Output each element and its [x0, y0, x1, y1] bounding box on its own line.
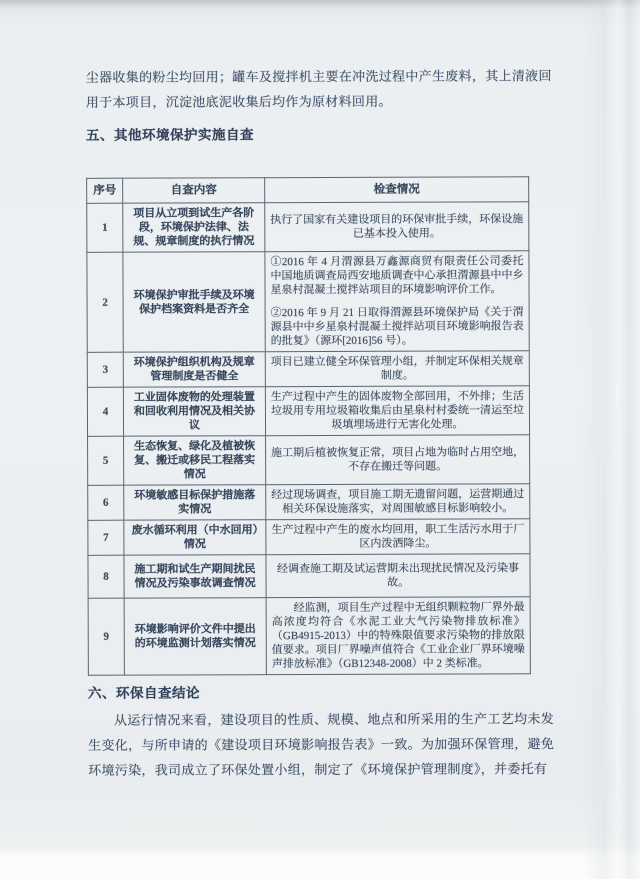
section-5-heading: 五、其他环境保护实施自查	[85, 127, 255, 143]
section-6-heading: 六、环保自查结论	[87, 685, 200, 701]
table-row	[87, 202, 529, 253]
row-number-cell: 5	[88, 436, 124, 485]
row-number-cell: 7	[88, 520, 124, 555]
row-number-cell: 3	[87, 352, 123, 387]
result-paragraph-1: ①2016 年 4 月渭源县万鑫源商贸有限责任公司委托中国地质调查局西安地质调查中心承担渭源县中中乡星泉村混凝土搅拌站项目的环境影响评价工作。	[270, 255, 524, 297]
row-number-cell: 1	[87, 203, 123, 252]
page-content	[86, 63, 555, 783]
table-row	[88, 519, 530, 556]
table-row	[87, 386, 529, 437]
item-cell: 环境影响评价文件中提出的环境监测计划落实情况	[124, 598, 266, 675]
row-number-cell: 2	[87, 252, 123, 352]
item-cell: 环境敏感目标保护措施落实情况	[124, 485, 266, 520]
result-cell: 经过现场调查，项目施工期无遗留问题，运营期通过相关环保设施落实，对周围敏感目标影响较小。	[266, 484, 530, 520]
table-row	[87, 351, 529, 388]
item-cell: 废水循环利用（中水回用）情况	[124, 520, 266, 555]
row-number-cell: 9	[88, 598, 124, 675]
self-inspection-table	[86, 176, 531, 676]
item-cell: 环境保护审批手续及环境保护档案资料是否齐全	[123, 252, 265, 352]
table-row	[87, 251, 529, 353]
header-cell-result: 检查情况	[265, 177, 529, 203]
table-row	[88, 435, 530, 486]
item-cell: 工业固体废物的处理装置和回收利用情况及相关协议	[123, 387, 265, 436]
item-cell: 生态恢复、绿化及植被恢复、搬迁或移民工程落实情况	[124, 436, 266, 485]
result-cell: 经监测，项目生产过程中无组织颗粒物厂界外最高浓度均符合《水泥工业大气污染物排放标准》（GB4915-2013）中的特殊限值要求污染物的排放限值要求。项目厂界噪声值符合《工业企业厂界环境噪声排放标准》（GB12348-2008）中 2 类标准。	[266, 597, 530, 675]
result-cell: 施工期后植被恢复正常，项目占地为临时占用空地，不存在搬迁等问题。	[266, 435, 530, 485]
result-cell: 生产过程中产生的固体废物全部回用，不外排；生活垃圾用专用垃圾箱收集后由星泉村村委统一清运至垃圾填埋场进行无害化处理。	[265, 386, 529, 436]
table-row	[88, 597, 530, 676]
result-cell: 执行了国家有关建设项目的环保审批手续，环保设施已基本投入使用。	[265, 202, 529, 252]
conclusion-paragraph: 从运行情况来看，建设项目的性质、规模、地点和所采用的生产工艺均未发生变化，与所申请的《建设项目环境影响报告表》一致。为加强环保管理，避免环境污染，我司成立了环保处置小组，制定了《环境保护管理制度》，并委托有	[88, 711, 555, 778]
table-row	[88, 554, 530, 599]
result-cell: 项目已建立健全环保管理小组，并制定环保相关规章制度。	[265, 351, 529, 387]
row-number-cell: 8	[88, 555, 124, 598]
result-paragraph-2: ②2016 年 9 月 21 日取得渭源县环境保护局《关于渭源县中中乡星泉村混凝土搅拌站项目环境影响报告表的批复》（源环[2016]56 号）。	[270, 306, 524, 348]
result-cell: 经调查施工期及试运营期未出现扰民情况及污染事故。	[266, 554, 530, 598]
row-number-cell: 4	[87, 387, 123, 436]
item-cell: 环境保护组织机构及规章管理制度是否健全	[123, 352, 265, 387]
item-cell: 项目从立项到试生产各阶段，环境保护法律、法规、规章制度的执行情况	[123, 203, 265, 252]
result-cell: 生产过程中产生的废水均回用，职工生活污水用于厂区内泼洒降尘。	[266, 519, 530, 555]
header-cell-number: 序号	[87, 178, 123, 203]
item-cell: 施工期和试生产期间扰民情况及污染事故调查情况	[124, 555, 266, 598]
table-header-row	[87, 177, 529, 204]
intro-paragraph: 尘器收集的粉尘均回用；罐车及搅拌机主要在冲洗过程中产生废料，其上清液回用于本项目，沉淀池底泥收集后均作为原材料回用。	[85, 68, 552, 110]
header-cell-item: 自查内容	[123, 178, 265, 203]
row-number-cell: 6	[88, 485, 124, 520]
result-cell	[265, 251, 529, 352]
table-row	[88, 484, 530, 521]
